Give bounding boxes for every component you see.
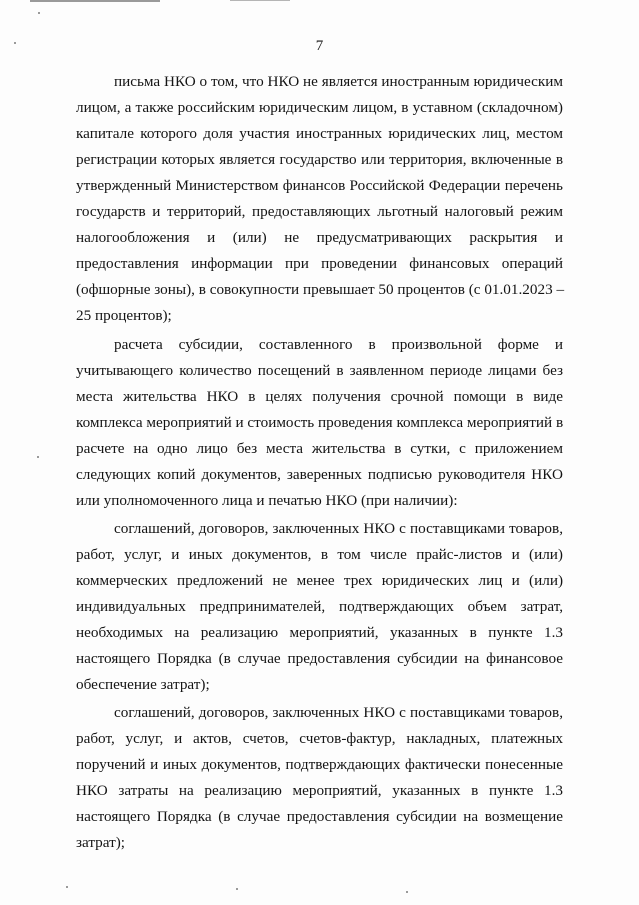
paragraph-3-line-3: коммерческих предложений не менее трех юридических лиц и (или) — [76, 572, 563, 589]
page-number: 7 — [315, 38, 324, 54]
paragraph-1-line-2: лицом, а также российским юридическим лицом, в уставном (складочном) — [76, 99, 563, 116]
paragraph-1-line-5: утвержденный Министерством финансов Российской Федерации перечень — [76, 177, 563, 194]
paragraph-1-line-6: государств и территорий, предоставляющих льготный налоговый режим — [76, 203, 563, 220]
paragraph-1-line-10: 25 процентов); — [76, 307, 172, 324]
paragraph-1-line-9: (офшорные зоны), в совокупности превышает 50 процентов (с 01.01.2023 – — [76, 281, 565, 298]
scan-speck — [66, 886, 68, 888]
paragraph-4-line-3: поручений и иных документов, подтверждающих фактически понесенные — [76, 756, 563, 773]
paragraph-4-line-5: настоящего Порядка (в случае предоставления субсидии на возмещение — [76, 808, 563, 825]
paragraph-2-line-5: расчете на одно лицо без места жительства в сутки, с приложением — [76, 440, 563, 457]
scan-speck — [236, 888, 238, 890]
paragraph-3-line-7: обеспечение затрат); — [76, 676, 210, 693]
scan-edge-mark — [230, 0, 290, 1]
paragraph-1-line-3: капитале которого доля участия иностранных юридических лиц, местом — [76, 125, 563, 142]
paragraph-2-line-2: учитывающего количество посещений в заявленном периоде лицами без — [76, 362, 563, 379]
paragraph-4-line-4: НКО затраты на реализацию мероприятий, указанных в пункте 1.3 — [76, 782, 563, 799]
paragraph-3-line-4: индивидуальных предпринимателей, подтверждающих объем затрат, — [76, 598, 563, 615]
paragraph-3-line-1: соглашений, договоров, заключенных НКО с поставщиками товаров, — [114, 520, 563, 537]
paragraph-3-line-5: необходимых на реализацию мероприятий, указанных в пункте 1.3 — [76, 624, 563, 641]
scan-edge-mark — [30, 0, 160, 2]
paragraph-4-line-2: работ, услуг, и актов, счетов, счетов-фактур, накладных, платежных — [76, 730, 563, 747]
scan-speck — [37, 456, 39, 458]
scan-speck — [38, 12, 40, 14]
paragraph-4-line-6: затрат); — [76, 834, 126, 851]
paragraph-1-line-4: регистрации которых является государство или территория, включенные в — [76, 151, 563, 168]
scan-speck — [406, 891, 408, 893]
paragraph-4-line-1: соглашений, договоров, заключенных НКО с поставщиками товаров, — [114, 704, 563, 721]
paragraph-3-line-2: работ, услуг, и иных документов, в том числе прайс-листов и (или) — [76, 546, 563, 563]
paragraph-1-line-8: предоставления информации при проведении финансовых операций — [76, 255, 563, 272]
paragraph-2-line-4: комплекса мероприятий и стоимость проведения комплекса мероприятий в — [76, 414, 564, 431]
paragraph-2-line-3: места жительства НКО в целях получения срочной помощи в виде — [76, 388, 563, 405]
paragraph-1-line-7: налогообложения и (или) не предусматривающих раскрытия и — [76, 229, 563, 246]
paragraph-2-line-7: или уполномоченного лица и печатью НКО (при наличии): — [76, 492, 458, 509]
paragraph-2-line-1: расчета субсидии, составленного в произвольной форме и — [114, 336, 563, 353]
paragraph-2-line-6: следующих копий документов, заверенных подписью руководителя НКО — [76, 466, 563, 483]
paragraph-3-line-6: настоящего Порядка (в случае предоставления субсидии на финансовое — [76, 650, 563, 667]
paragraph-1-line-1: письма НКО о том, что НКО не является иностранным юридическим — [114, 73, 563, 90]
